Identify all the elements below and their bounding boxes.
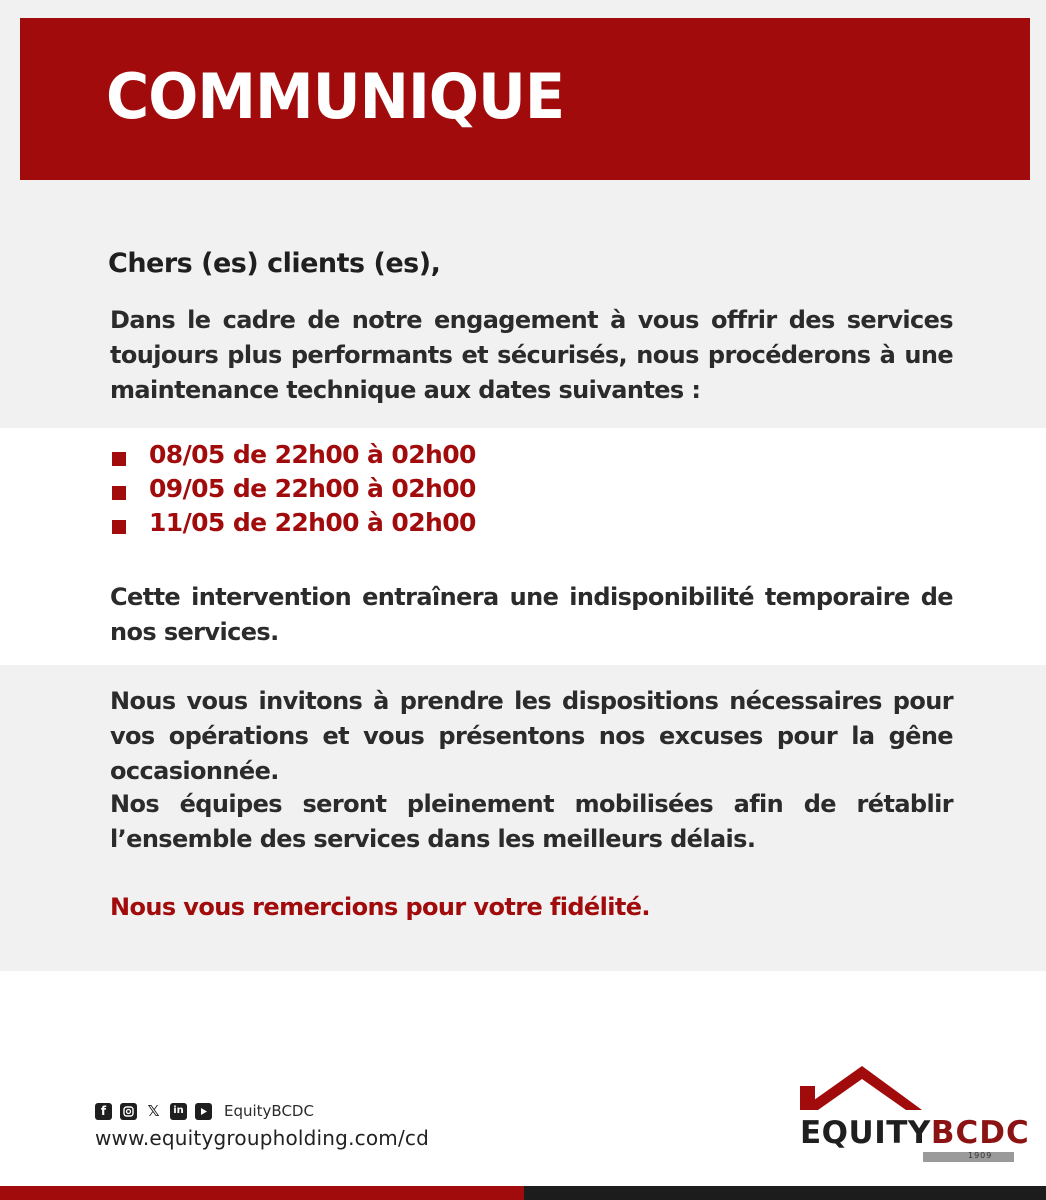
social-links [95,1101,314,1121]
maintenance-date: 09/05 de 22h00 à 02h00 [149,474,476,503]
header-banner [20,18,1030,180]
logo-wordmark: EQUITYBCDC [800,1115,1030,1151]
square-bullet-icon [112,486,126,500]
greeting: Chers (es) clients (es), [108,248,441,279]
thanks-message: Nous vous remercions pour votre fidélité. [110,893,650,921]
intro-paragraph: Dans le cadre de notre engagement à vous offrir des services toujours plus performants et sécurisés, nous procéderons à une maintenance technique aux dates suivantes : [110,306,953,404]
teams-paragraph: Nos équipes seront pleinement mobilisées afin de rétablir l’ensemble des services dans les meilleurs délais. [110,790,953,853]
facebook-icon[interactable]: f [95,1103,112,1120]
footer-stripe-red [0,1186,524,1200]
impact-paragraph: Cette intervention entraînera une indisponibilité temporaire de nos services. [110,583,953,646]
square-bullet-icon [112,520,126,534]
maintenance-date: 08/05 de 22h00 à 02h00 [149,440,476,469]
maintenance-date: 11/05 de 22h00 à 02h00 [149,508,476,537]
social-handle[interactable]: EquityBCDC [224,1102,314,1120]
footer-stripe-dark [524,1186,1046,1200]
website-link[interactable]: www.equitygroupholding.com/cd [95,1126,429,1150]
house-roof-icon [796,1066,1020,1116]
youtube-icon[interactable] [195,1103,212,1120]
linkedin-icon[interactable]: in [170,1103,187,1120]
logo-year: 1909 [968,1151,993,1160]
invitation-paragraph: Nous vous invitons à prendre les dispositions nécessaires pour vos opérations et vous présentons nos excuses pour la gêne occasionnée. [110,687,953,785]
instagram-icon[interactable] [120,1103,137,1120]
equity-bcdc-logo [796,1066,1030,1166]
x-icon[interactable]: 𝕏 [147,1101,160,1120]
square-bullet-icon [112,452,126,466]
page-title: COMMUNIQUE [106,60,565,133]
